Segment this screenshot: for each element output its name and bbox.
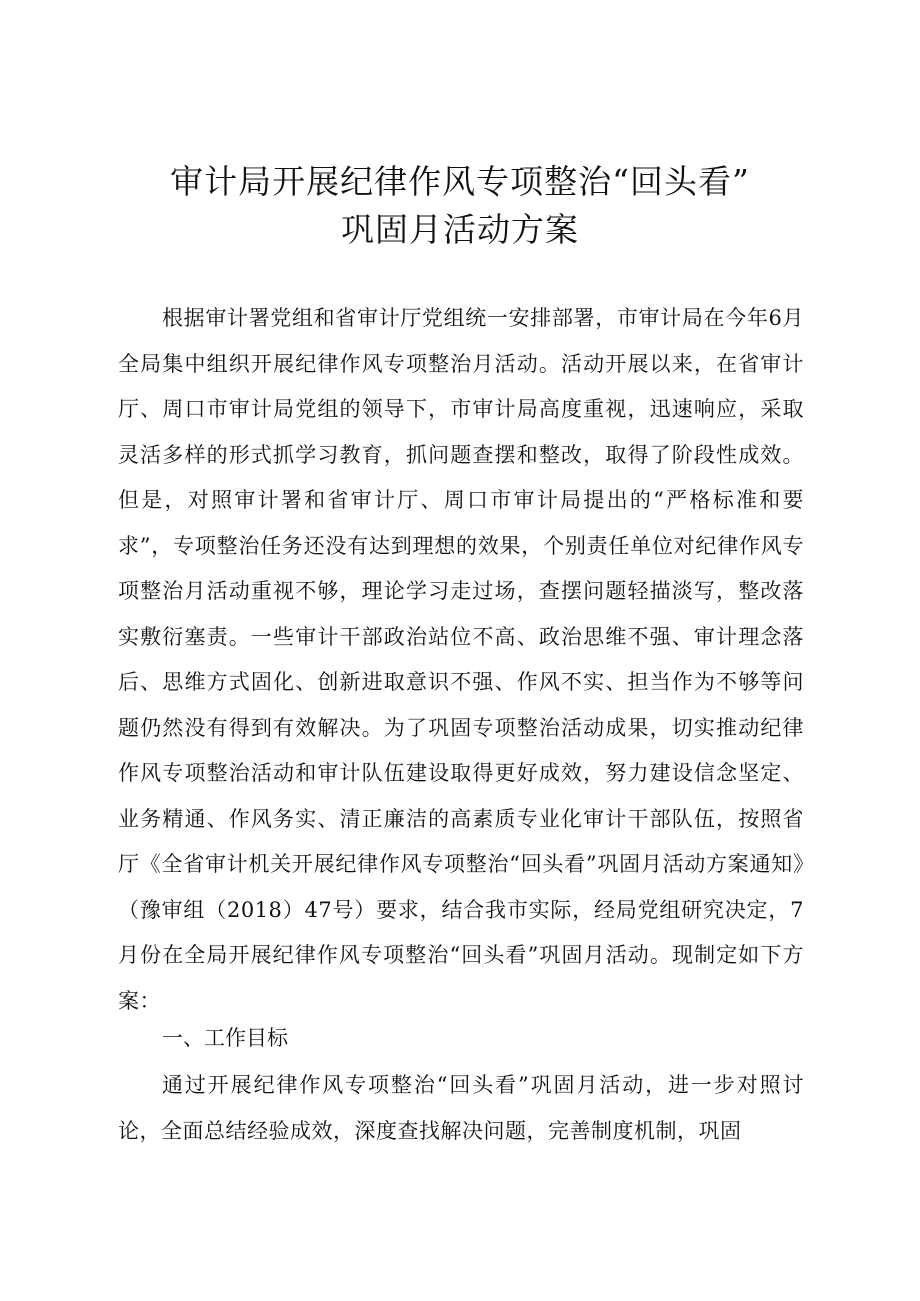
body-paragraph-goals: 通过开展纪律作风专项整治“回头看”巩固月活动，进一步对照讨论，全面总结经验成效，深度查找解决问题，完善制度机制，巩固 <box>118 1073 804 1143</box>
document-title-line-2: 巩固月活动方案 <box>341 210 579 249</box>
document-title-line-1: 审计局开展纪律作风专项整治“回头看” <box>170 162 750 201</box>
section-heading-work-goals: 一、工作目标 <box>162 1026 288 1050</box>
body-paragraph-intro: 根据审计署党组和省审计厅党组统一安排部署，市审计局在今年6月全局集中组织开展纪律作风专项整治月活动。活动开展以来，在省审计厅、周口市审计局党组的领导下，市审计局高度重视，迅速响应，采取灵活多样的形式抓学习教育，抓问题查摆和整改，取得了阶段性成效。但是，对照审计署和省审计厅、周口市审计局提出的“严格标准和要求”，专项整治任务还没有达到理想的效果，个别责任单位对纪律作风专项整治月活动重视不够，理论学习走过场，查摆问题轻描淡写，整改落实敷衍塞责。一些审计干部政治站位不高、政治思维不强、审计理念落后、思维方式固化、创新进取意识不强、作风不实、担当作为不够等问题仍然没有得到有效解决。为了巩固专项整治活动成果，切实推动纪律作风专项整治活动和审计队伍建设取得更好成效，努力建设信念坚定、业务精通、作风务实、清正廉洁的高素质专业化审计干部队伍，按照省厅《全省审计机关开展纪律作风专项整治“回头看”巩固月活动方案通知》（豫审组（2018）47号）要求，结合我市实际，经局党组研究决定，7月份在全局开展纪律作风专项整治“回头看”巩固月活动。现制定如下方案： <box>118 306 804 1013</box>
